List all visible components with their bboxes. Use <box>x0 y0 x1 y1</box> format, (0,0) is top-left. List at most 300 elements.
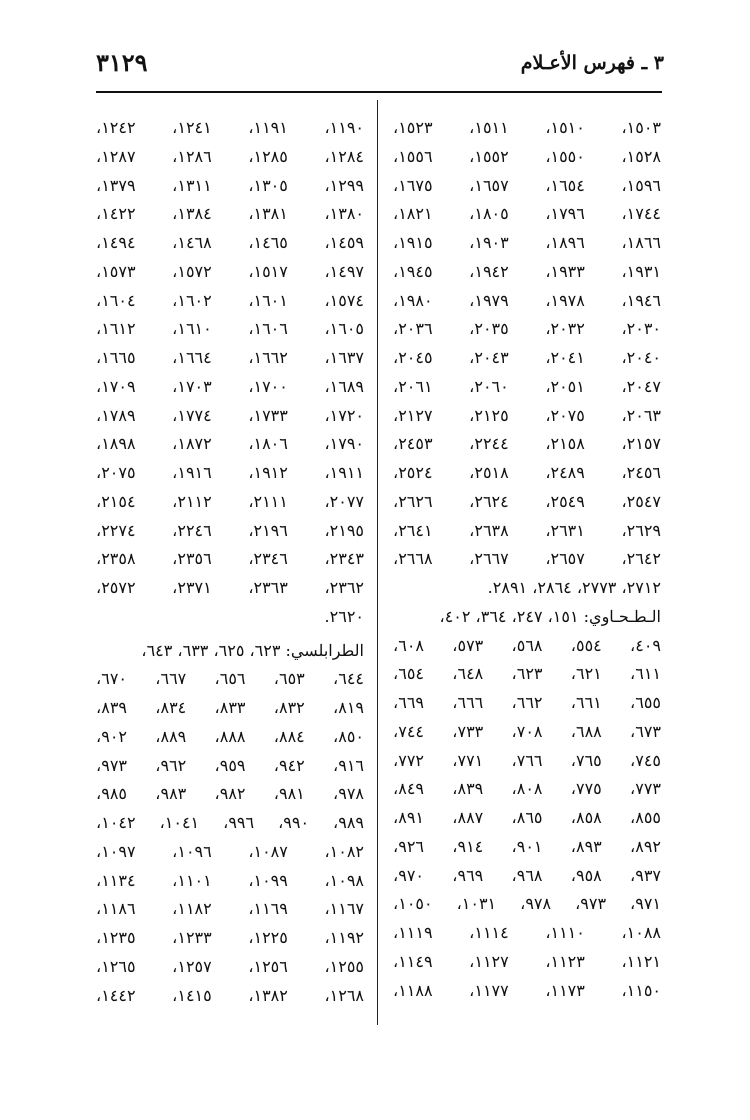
page-ref: ٨٨٩، <box>155 726 187 746</box>
page-ref: ١١٦٧، <box>324 899 364 919</box>
page-ref: ٢٦٤١، <box>393 520 433 540</box>
index-row <box>393 545 661 574</box>
page-ref: ٢٠٧٥، <box>545 405 585 425</box>
page-ref: ٢٦٣١، <box>545 520 585 540</box>
page-ref: ١٥١٠، <box>545 118 585 137</box>
page-ref: ٨٩١، <box>393 808 424 827</box>
page-ref: ١٩١١، <box>324 463 364 482</box>
page-ref: ١١٧٣، <box>545 980 585 1000</box>
page-ref: ١١١٠، <box>545 923 585 942</box>
page-ref: ١٥٧٤، <box>324 290 364 310</box>
index-row <box>393 632 661 661</box>
page-ref: ٢٠٧٥، <box>96 463 136 482</box>
page-ref: ٩٠٢، <box>96 726 127 746</box>
page-ref: ١٩١٢، <box>248 463 288 482</box>
page-ref: ٢٤٥٦، <box>621 463 661 482</box>
page-ref: ٢٦٣٨، <box>469 520 509 540</box>
index-row <box>96 982 364 1011</box>
page-ref: ٢١٢٥، <box>469 405 509 425</box>
left-column <box>96 114 364 1010</box>
page-ref: ٦١١، <box>630 664 661 684</box>
page-ref: ٢١٢٧، <box>393 405 433 425</box>
page-ref: ٦٥٦، <box>214 669 246 689</box>
page-ref: ١٩١٥، <box>393 233 433 252</box>
page-ref: ٩٧٨، <box>333 784 364 804</box>
page-ref: ١٠٨٨، <box>621 923 661 942</box>
page-ref: ١٦٦٤، <box>172 348 212 367</box>
index-row <box>393 747 661 776</box>
page-ref: ١١٩٠، <box>324 118 364 137</box>
page-ref: ٢٢٧٤، <box>96 520 136 540</box>
page-ref: ٦٤٨، <box>452 664 484 684</box>
page-ref: ١٨٢١، <box>393 204 433 224</box>
page-ref: ٧٤٤، <box>393 721 424 741</box>
page-ref: ٩٧١، <box>630 894 661 914</box>
page-ref: ١٧٠٠، <box>248 376 288 396</box>
page-ref: ١٩٣١، <box>621 261 661 281</box>
page-ref: ٩١٤، <box>452 836 484 856</box>
index-row <box>96 953 364 982</box>
index-row <box>393 890 661 919</box>
page-ref: ١٣٨٢، <box>248 985 288 1005</box>
page-ref: ١١٤٩، <box>393 951 433 971</box>
page-ref: ١٧٨٩، <box>96 405 136 425</box>
page-ref: ٢٤٥٣، <box>393 434 433 454</box>
page-ref: ١٤١٥، <box>172 985 212 1005</box>
index-row <box>393 689 661 718</box>
page-ref: ١٦٥٧، <box>469 175 509 195</box>
page-ref: ١٦٦٥، <box>96 348 136 367</box>
page-ref: ١١١٤، <box>469 923 509 942</box>
index-row <box>96 373 364 402</box>
page-ref: ٢٣٦٣، <box>248 578 288 597</box>
page-ref: ٩٨٣، <box>155 784 187 804</box>
page-ref: ٨٥٨، <box>570 808 602 827</box>
page-ref: ٦٤٤، <box>333 669 364 689</box>
page-ref: ٧٤٥، <box>630 750 661 770</box>
page-ref: ١٨٠٦، <box>248 434 288 454</box>
index-row <box>96 895 364 924</box>
page-ref: ١٧٣٣، <box>248 405 288 425</box>
index-row <box>96 665 364 694</box>
index-row <box>393 775 661 804</box>
page-ref: ١٣٧٩، <box>96 175 136 195</box>
page-ref: ١٥٥٢، <box>469 146 509 166</box>
running-title: ٣ ـ فهرس الأعـلام <box>520 52 664 74</box>
page-ref: ٩٢٦، <box>393 836 424 856</box>
page-ref: ٧٧٢، <box>393 750 424 770</box>
index-row <box>393 229 661 258</box>
index-row <box>96 172 364 201</box>
index-row <box>393 172 661 201</box>
index-row <box>96 517 364 546</box>
page-ref: ١٧٠٩، <box>96 376 136 396</box>
page-ref: ٩٩٠، <box>278 813 310 832</box>
page-ref: ٨٤٩، <box>393 779 424 799</box>
page-ref: ١٩١٦، <box>172 463 212 482</box>
page-ref: ١٦٠٢، <box>172 290 212 310</box>
page-ref: ١٦٠٤، <box>96 290 136 310</box>
page-ref: ٢٣٤٣، <box>324 549 364 569</box>
page-ref: ١٨٠٥، <box>469 204 509 224</box>
index-row <box>393 919 661 948</box>
page-ref: ٩٧٨، <box>520 894 552 914</box>
page-ref: ٢٦٦٧، <box>469 549 509 569</box>
page-ref: ١٢٤١، <box>172 118 212 137</box>
page-ref: ١٦٧٥، <box>393 175 433 195</box>
page-ref: ١٥٥٠، <box>545 146 585 166</box>
page-ref: ٢٠٣٠، <box>621 319 661 339</box>
index-row <box>96 924 364 953</box>
page-ref: ٨٠٨، <box>511 779 543 799</box>
page-ref: ١١٠١، <box>172 870 212 890</box>
page-ref: ١٦٦٢، <box>248 348 288 367</box>
page-ref: ١٢٨٧، <box>96 146 136 166</box>
page-ref: ١٢٥٥، <box>324 956 364 976</box>
page-ref: ٨٥٥، <box>630 808 661 827</box>
page-ref: ١٩٣٣، <box>545 261 585 281</box>
page-ref: ٢٠٦٠، <box>469 376 509 396</box>
page-ref: ١٤٤٢، <box>96 985 136 1005</box>
index-row <box>393 948 661 977</box>
page-ref: ٢١٩٥، <box>324 520 364 540</box>
page-ref: ٢٠٦١، <box>393 376 433 396</box>
page-ref: ٨٦٥، <box>511 808 543 827</box>
page-ref: ١٢٨٤، <box>324 146 364 166</box>
index-row <box>96 143 364 172</box>
index-row <box>393 488 661 517</box>
page-ref: ١٤٦٥، <box>248 233 288 252</box>
page-ref: ٢١٥٨، <box>545 434 585 454</box>
page-ref: ٢١١١، <box>248 491 288 511</box>
page-ref: ٥٧٣، <box>452 635 484 655</box>
page-ref: ١١٢٧، <box>469 951 509 971</box>
page-ref: ١١٥٠، <box>621 980 661 1000</box>
index-row <box>393 402 661 431</box>
page-ref: ٦٥٥، <box>630 693 661 712</box>
index-row <box>96 723 364 752</box>
page-ref: ٢٠٤١، <box>545 348 585 367</box>
page-ref: ٩٥٩، <box>214 755 246 775</box>
page-ref: ٧٧٣، <box>630 779 661 799</box>
index-row <box>393 373 661 402</box>
page-ref: ١٢٩٩، <box>324 175 364 195</box>
page-ref: ٢٠٤٣، <box>469 348 509 367</box>
page-ref: ٨٨٤، <box>273 726 305 746</box>
page-ref: ١٣١١، <box>172 175 212 195</box>
index-row <box>393 200 661 229</box>
page-ref: ٢٦٤٢، <box>621 549 661 569</box>
index-row <box>96 545 364 574</box>
page-ref: ٥٦٨، <box>511 635 543 655</box>
page-ref: ٢٠٤٥، <box>393 348 433 367</box>
page-ref: ١٩٤٦، <box>621 290 661 310</box>
index-row <box>393 862 661 891</box>
page-ref: ٢٣٥٦، <box>172 549 212 569</box>
page-ref: ٢٠٣٢، <box>545 319 585 339</box>
index-row <box>393 114 661 143</box>
page-ref: ١٤٥٩، <box>324 233 364 252</box>
page-ref: ٨١٩، <box>333 698 364 717</box>
page-ref: ٢٠٣٦، <box>393 319 433 339</box>
right-tail-line: ٢٧١٢، ٢٧٧٣، ٢٨٦٤، ٢٨٩١. <box>487 578 661 597</box>
page-ref: ١٩٧٩، <box>469 290 509 310</box>
page-ref: ٢١٥٤، <box>96 491 136 511</box>
page-ref: ١٦٠١، <box>248 290 288 310</box>
page-ref: ١٦٨٩، <box>324 376 364 396</box>
index-row <box>393 344 661 373</box>
page-ref: ٢٦٥٧، <box>545 549 585 569</box>
page-ref: ٢٠٤٠، <box>621 348 661 367</box>
page-ref: ٩٦٩، <box>452 865 484 885</box>
left-tail-line: ٢٦٢٠. <box>324 606 364 626</box>
page-ref: ١٤٦٨، <box>172 233 212 252</box>
page-ref: ١٧٧٤، <box>172 405 212 425</box>
page-ref: ٦٦٧، <box>155 669 187 689</box>
page-ref: ١٧٩٠، <box>324 434 364 454</box>
page-ref: ٩٩٦، <box>223 813 255 832</box>
section-head-tarabulsi: الطرابلسي: ٦٢٣، ٦٢٥، ٦٣٣، ٦٤٣، <box>141 640 364 660</box>
page-ref: ١٥٢٣، <box>393 118 433 137</box>
page-ref: ٧٣٣، <box>452 721 484 741</box>
page-ref: ١٨٩٨، <box>96 434 136 454</box>
page-ref: ١٠٨٢، <box>324 841 364 861</box>
page-ref: ٢٦٦٨، <box>393 549 433 569</box>
index-row <box>96 867 364 896</box>
page-ref: ٩٨٢، <box>214 784 246 804</box>
page-ref: ١٦١٢، <box>96 319 136 339</box>
page-ref: ١٠٥٠، <box>393 894 433 914</box>
page-ref: ٦٦٩، <box>393 693 424 712</box>
index-row <box>393 143 661 172</box>
page-ref: ٢٠٥١، <box>545 376 585 396</box>
page-ref: ٨٣٣، <box>214 698 246 717</box>
page-ref: ٢٢٤٤، <box>469 434 509 454</box>
index-row <box>96 574 364 603</box>
page-ref: ٢١٩٦، <box>248 520 288 540</box>
page-ref: ٩٧٣، <box>96 755 127 775</box>
index-row <box>393 430 661 459</box>
page-ref: ١٣٨٤، <box>172 204 212 224</box>
index-row <box>96 258 364 287</box>
index-row <box>393 833 661 862</box>
page-ref: ٢٢٤٦، <box>172 520 212 540</box>
page-ref: ٩٨١، <box>273 784 305 804</box>
page-ref: ٢٣٤٦، <box>248 549 288 569</box>
page-ref: ٢٤٨٩، <box>545 463 585 482</box>
page-ref: ٩١٦، <box>333 755 364 775</box>
index-row <box>96 459 364 488</box>
index-row <box>393 977 661 1006</box>
page-ref: ١٦٥٤، <box>545 175 585 195</box>
page-ref: ١٦٠٥، <box>324 319 364 339</box>
page-ref: ٧٧٥، <box>570 779 602 799</box>
page-ref: ١٢٦٥، <box>96 956 136 976</box>
page-ref: ١١٢٣، <box>545 951 585 971</box>
page-ref: ٦٥٤، <box>393 664 424 684</box>
page-ref: ٩٣٧، <box>630 865 661 885</box>
index-row <box>96 344 364 373</box>
page-ref: ١٣٨١، <box>248 204 288 224</box>
right-column <box>393 114 661 1005</box>
page-ref: ٦٠٨، <box>393 635 424 655</box>
page-ref: ٦٦٦، <box>452 693 484 712</box>
page-ref: ٢١٥٧، <box>621 434 661 454</box>
page-ref: ٢٠٦٣، <box>621 405 661 425</box>
page-ref: ١١٩١، <box>248 118 288 137</box>
index-row <box>393 258 661 287</box>
page-ref: ٨٥٠، <box>333 726 364 746</box>
page-ref: ١٠٩٩، <box>248 870 288 890</box>
page-ref: ٦٦١، <box>570 693 602 712</box>
page-ref: ٥٥٤، <box>570 635 602 655</box>
page-ref: ٢٠٧٧، <box>324 491 364 511</box>
page-ref: ١٩٤٥، <box>393 261 433 281</box>
page-ref: ٩٧٣، <box>575 894 607 914</box>
page-ref: ٨٣٩، <box>452 779 484 799</box>
index-row <box>96 430 364 459</box>
page-ref: ١٧٠٣، <box>172 376 212 396</box>
page-ref: ١٧٩٦، <box>545 204 585 224</box>
page-ref: ١٥١٧، <box>248 261 288 281</box>
page-ref: ١٦١٠، <box>172 319 212 339</box>
page-ref: ١٢٤٢، <box>96 118 136 137</box>
page-ref: ١٩٨٠، <box>393 290 433 310</box>
page-ref: ١٤٩٤، <box>96 233 136 252</box>
page-ref: ١٥٧٢، <box>172 261 212 281</box>
index-row <box>393 315 661 344</box>
page-ref: ١٠٩٦، <box>172 841 212 861</box>
page-ref: ٦٧٠، <box>96 669 127 689</box>
page-ref: ١٤٩٧، <box>324 261 364 281</box>
page-ref: ١١٦٩، <box>248 899 288 919</box>
page-ref: ١٠٤٢، <box>96 813 136 832</box>
page-ref: ١٢٦٨، <box>324 985 364 1005</box>
page-ref: ٢٥٢٤، <box>393 463 433 482</box>
page-ref: ٨٣٩، <box>96 698 127 717</box>
page-ref: ١٢٥٧، <box>172 956 212 976</box>
page-ref: ٢٣٧١، <box>172 578 212 597</box>
page-ref: ٦٢١، <box>570 664 602 684</box>
index-row <box>393 718 661 747</box>
page-ref: ١٩٠٣، <box>469 233 509 252</box>
header-rule <box>96 91 662 93</box>
page-ref: ١٩٤٢، <box>469 261 509 281</box>
page-ref: ٨٩٣، <box>570 836 602 856</box>
index-row <box>96 402 364 431</box>
index-row <box>96 838 364 867</box>
page-ref: ٨٨٧، <box>452 808 484 827</box>
page-ref: ١٨٩٦، <box>545 233 585 252</box>
page-ref: ٩٧٠، <box>393 865 424 885</box>
page-ref: ١٢٥٦، <box>248 956 288 976</box>
page-ref: ١٧٢٠، <box>324 405 364 425</box>
page-ref: ١١٢١، <box>621 951 661 971</box>
index-row <box>96 315 364 344</box>
page-ref: ١٨٧٢، <box>172 434 212 454</box>
index-row <box>393 660 661 689</box>
page-ref: ١٢٣٣، <box>172 928 212 947</box>
page-ref: ٩٠١، <box>511 836 543 856</box>
index-row <box>96 488 364 517</box>
page-ref: ٩٦٨، <box>511 865 543 885</box>
page-ref: ١٥٠٣، <box>621 118 661 137</box>
page-ref: ٩٦٢، <box>155 755 187 775</box>
index-row <box>393 287 661 316</box>
page-ref: ١٦٣٧، <box>324 348 364 367</box>
page-ref: ٧٠٨، <box>511 721 543 741</box>
page-ref: ١١٨٦، <box>96 899 136 919</box>
page-ref: ٧٧١، <box>452 750 484 770</box>
page-ref: ١١٨٨، <box>393 980 433 1000</box>
page-ref: ٩٨٥، <box>96 784 127 804</box>
page-ref: ٢٣٦٢، <box>324 578 364 597</box>
page-ref: ١٠٣١، <box>456 894 497 914</box>
page-ref: ١٢٨٥، <box>248 146 288 166</box>
page-ref: ٩٤٢، <box>273 755 305 775</box>
index-row <box>393 517 661 546</box>
page-ref: ٩٥٨، <box>570 865 602 885</box>
page-ref: ٢٣٥٨، <box>96 549 136 569</box>
page-ref: ١٢٨٦، <box>172 146 212 166</box>
index-row <box>393 804 661 833</box>
page-ref: ٦٨٨، <box>570 721 602 741</box>
page-ref: ١٥٩٦، <box>621 175 661 195</box>
page-ref: ١٢٣٥، <box>96 928 136 947</box>
index-row <box>96 114 364 143</box>
page-ref: ٨٨٨، <box>214 726 246 746</box>
index-row <box>96 780 364 809</box>
page-ref: ٤٠٩، <box>630 635 661 655</box>
index-row <box>96 809 364 838</box>
page-number: ٣١٢٩ <box>96 48 148 77</box>
page-ref: ١٥٢٨، <box>621 146 661 166</box>
page-ref: ١٥١١، <box>469 118 509 137</box>
page-ref: ١١١٩، <box>393 923 433 942</box>
page-ref: ١٠٤١، <box>159 813 200 832</box>
page-ref: ٢٥٤٩، <box>545 491 585 511</box>
page-ref: ٢٥١٨، <box>469 463 509 482</box>
page-ref: ٢١١٢، <box>172 491 212 511</box>
index-row <box>96 694 364 723</box>
page-ref: ٢٦٢٦، <box>393 491 433 511</box>
page-ref: ٢٥٤٧، <box>621 491 661 511</box>
page-ref: ١١٨٢، <box>172 899 212 919</box>
page-ref: ٦٦٢، <box>511 693 543 712</box>
page-ref: ٦٥٣، <box>273 669 305 689</box>
index-row <box>96 200 364 229</box>
page-ref: ٢٦٢٩، <box>621 520 661 540</box>
index-row <box>393 459 661 488</box>
page-ref: ١٣٨٠، <box>324 204 364 224</box>
left-bottom-rows <box>96 665 364 1010</box>
page-ref: ٢٦٢٤، <box>469 491 509 511</box>
page-ref: ٩٨٩، <box>333 813 364 832</box>
index-row <box>96 229 364 258</box>
page-ref: ٧٦٥، <box>570 750 602 770</box>
column-divider <box>377 100 378 1025</box>
left-top-rows <box>96 114 364 603</box>
page-ref: ١١٣٤، <box>96 870 136 890</box>
page-ref: ٨٣٢، <box>273 698 305 717</box>
page-ref: ٨٩٢، <box>630 836 661 856</box>
page-ref: ١٠٨٧، <box>248 841 288 861</box>
page-ref: ١٥٥٦، <box>393 146 433 166</box>
page-ref: ٢٥٧٢، <box>96 578 136 597</box>
page-ref: ٨٣٤، <box>155 698 187 717</box>
right-top-rows <box>393 114 661 574</box>
page-ref: ١٠٩٨، <box>324 870 364 890</box>
